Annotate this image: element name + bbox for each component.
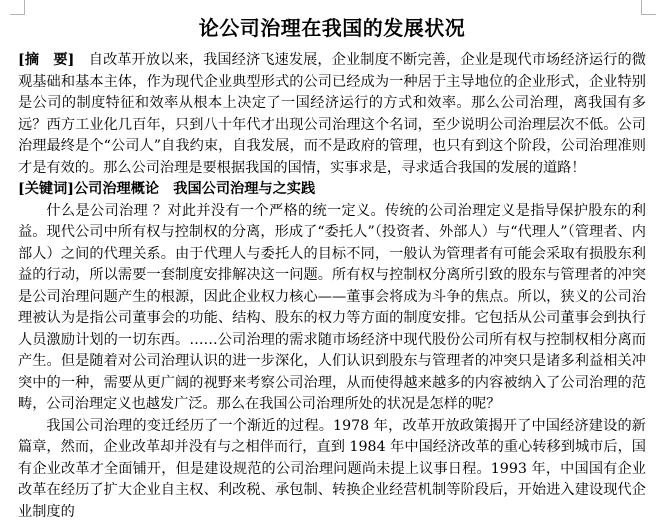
page-corner-mark-left <box>10 0 25 15</box>
page-corner-mark-right <box>641 0 656 15</box>
document-title: 论公司治理在我国的发展状况 <box>0 14 664 42</box>
abstract-tag: [摘 要] <box>18 52 74 68</box>
keywords-line: [关键词]公司治理概论 我国公司治理与之实践 <box>18 179 646 201</box>
abstract-text: 自改革开放以来，我国经济飞速发展，企业制度不断完善，企业是现代市场经济运行的微观基础和基本主体，作为现代企业典型形式的公司已经成为一种居于主导地位的企业形式，企业特别是公司的制度特征和效率从根本上决定了一国经济运行的方式和效率。那么公司治理，离我国有多远？西方工业化几百年，只到八十年代才出现公司治理这个名词，至少说明公司治理层次不低。公司治理最终是个“公司人”自我约束，自我发展，而不是政府的管理，也只有到这个阶段，公司治理准则才是有效的。那么公司治理是要根据我国的国情，实事求是，寻求适合我国的发展的道路！ <box>18 52 646 176</box>
body-paragraph-2: 我国公司治理的变迁经历了一个渐近的过程。1978 年，改革开放政策揭开了中国经济建设的新篇章，然而，企业改革却并没有与之相伴而行，直到 1984 年中国经济改革的重心转移到城市后，国有企业改革才全面铺开，但是建设规范的公司治理问题尚未提上议事日程。1993 年，中国国有企业改革在经历了扩大企业自主权、利改税、承包制、转换企业经营机制等阶段后，开始进入建设现代企业制度的 <box>18 416 646 523</box>
document-body <box>18 50 646 523</box>
abstract-paragraph <box>18 50 646 179</box>
body-paragraph-1: 什么是公司治理 ？对此并没有一个严格的统一定义。传统的公司治理定义是指导保护股东的利益。现代公司中所有权与控制权的分离，形成了“委托人”（投资者、外部人）与“代理人”（管理者、内部人）之间的代理关系。由于代理人与委托人的目标不同，一般认为管理者有可能会采取有损股东利益的行动，所以需要一套制度安排解决这一问题。所有权与控制权分离所引致的股东与管理者的冲突是公司治理问题产生的根源，因此企业权力核心——董事会将成为斗争的焦点。所以，狭义的公司治理被认为是指公司董事会的功能、结构、股东的权力等方面的制度安排。它包括从公司董事会到执行人员激励计划的一切东西。……公司治理的需求随市场经济中现代股份公司所有权与控制权相分离而产生。但是随着对公司治理认识的进一步深化，人们认识到股东与管理者的冲突只是诸多利益相关冲突中的一种，需要从更广阔的视野来考察公司治理，从而使得越来越多的内容被纳入了公司治理的范畴，公司治理定义也越发广泛。那么在我国公司治理所处的状况是怎样的呢？ <box>18 201 646 416</box>
